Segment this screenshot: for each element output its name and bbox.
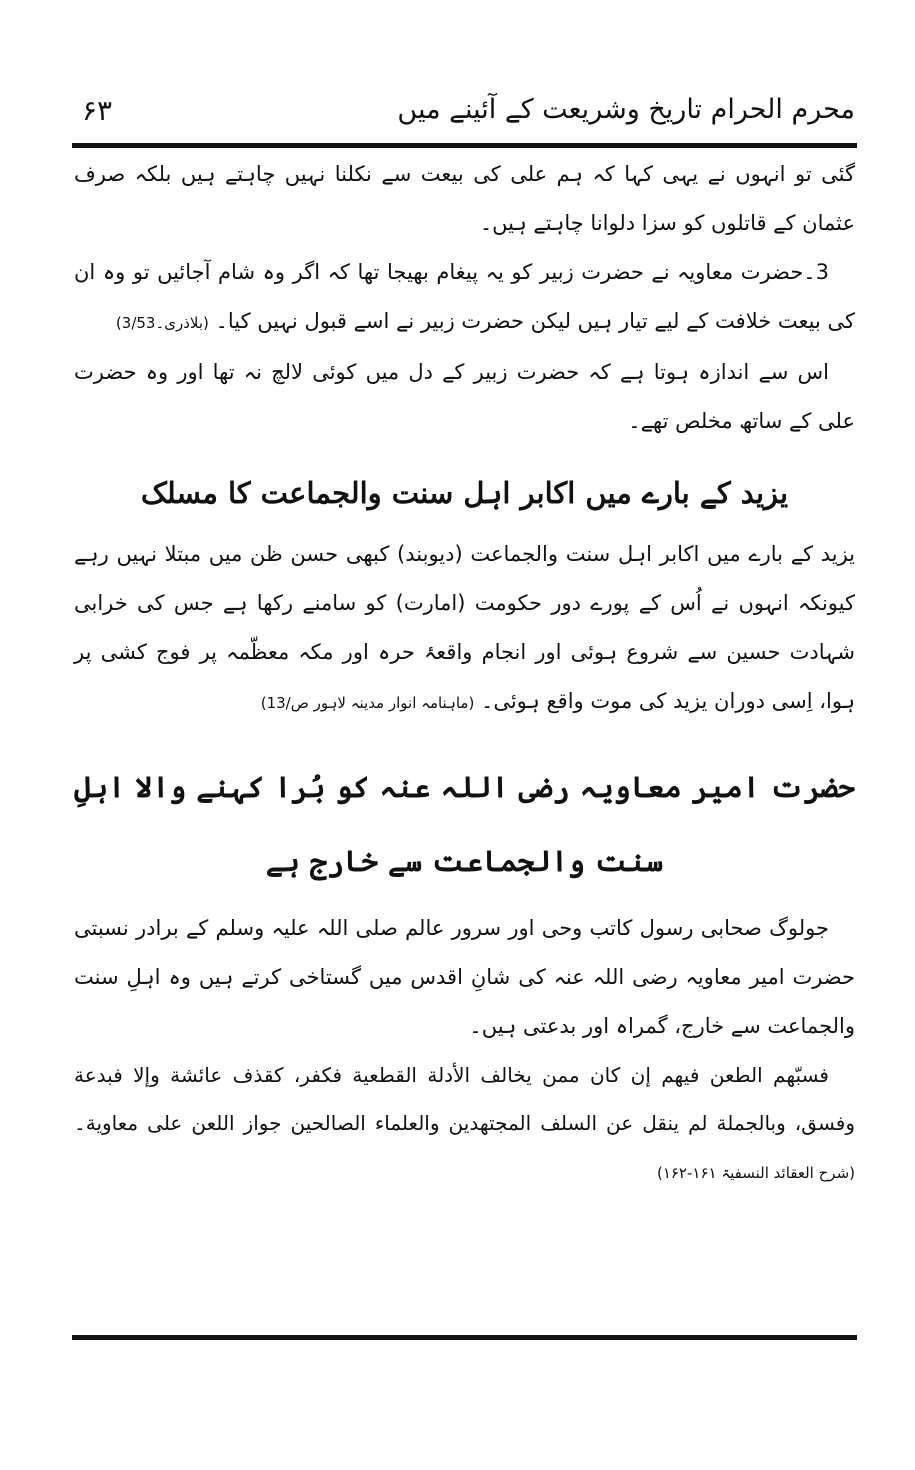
citation-anwar-madina: (ماہنامہ انوار مدینہ لاہور ص/13) bbox=[260, 694, 475, 712]
paragraph-muawiya: جولوگ صحابی رسول کاتب وحی اور سرور عالم صلی اللہ علیہ وسلم کے برادر نسبتی حضرت امیر معاویہ رضی اللہ عنہ کی شانِ اقدس میں گستاخی کرتے ہیں وہ اہلِ سنت والجماعت سے خارج، گمراہ اور بدعتی ہیں۔ bbox=[74, 916, 855, 1038]
paragraph-intro: گئی تو انہوں نے یہی کہا کہ ہم علی کی بیعت سے نکلنا نہیں چاہتے ہیں بلکہ صرف عثمان کے قاتلوں کو سزا دلوانا چاہتے ہیں۔ bbox=[74, 162, 855, 235]
arabic-quote-text: فسبّهم الطعن فيهم إن كان ممن يخالف الأدلة القطعية فكفر، كقذف عائشة وإلا فبدعة وفسق، وبالجملة لم ينقل عن السلف المجتهدين والعلماء الصالحين جواز اللعن على معاوية۔ bbox=[74, 1063, 855, 1135]
citation-sharh-aqaid: (شرح العقائد النسفیۃ ۱۶۱-۱۶۲) bbox=[656, 1164, 855, 1182]
page-body bbox=[74, 150, 855, 1197]
paragraph-yazid-text: یزید کے بارے میں اکابر اہل سنت والجماعت (دیوبند) کبھی حسن ظن میں مبتلا نہیں رہے کیونکہ انہوں نے اُس کے پورے دور حکومت (امارت) کو سامنے رکھا ہے جس کی خرابی شہادت حسین سے شروع ہوئی اور انجام واقعۂ حرہ اور مکہ معظّمہ پر فوج کشی پر ہوا، اِسی دوران یزید کی موت واقع ہوئی۔ bbox=[74, 542, 855, 713]
heading-muawiya: حضرت امیر معاویہ رضی اللہ عنہ کو بُرا کہنے والا اہلِ سنت والجماعت سے خارج ہے bbox=[74, 770, 855, 878]
running-title: محرم الحرام تاریخ وشریعت کے آئینے میں bbox=[397, 94, 855, 125]
page-number: ۶۳ bbox=[82, 94, 113, 127]
page-header bbox=[72, 88, 855, 138]
citation-baladhuri: (بلاذری۔3/53) bbox=[115, 314, 209, 332]
paragraph-point-3 bbox=[74, 248, 855, 348]
paragraph-arabic-quote bbox=[74, 1051, 855, 1197]
header-divider bbox=[72, 143, 857, 148]
heading-yazid: یزید کے بارے میں اکابر اہل سنت والجماعت کا مسلک bbox=[140, 476, 789, 510]
paragraph-conclusion: اس سے اندازہ ہوتا ہے کہ حضرت زبیر کے دل میں کوئی لالچ نہ تھا اور وہ حضرت علی کے ساتھ مخلص تھے۔ bbox=[74, 360, 855, 433]
paragraph-point-3-text: 3۔حضرت معاویہ نے حضرت زبیر کو یہ پیغام بھیجا تھا کہ اگر وہ شام آجائیں تو وہ ان کی بیعت خلافت کے لیے تیار ہیں لیکن حضرت زبیر نے اسے قبول نہیں کیا۔ bbox=[74, 260, 855, 333]
footer-divider bbox=[72, 1335, 857, 1340]
paragraph-yazid bbox=[74, 530, 855, 728]
